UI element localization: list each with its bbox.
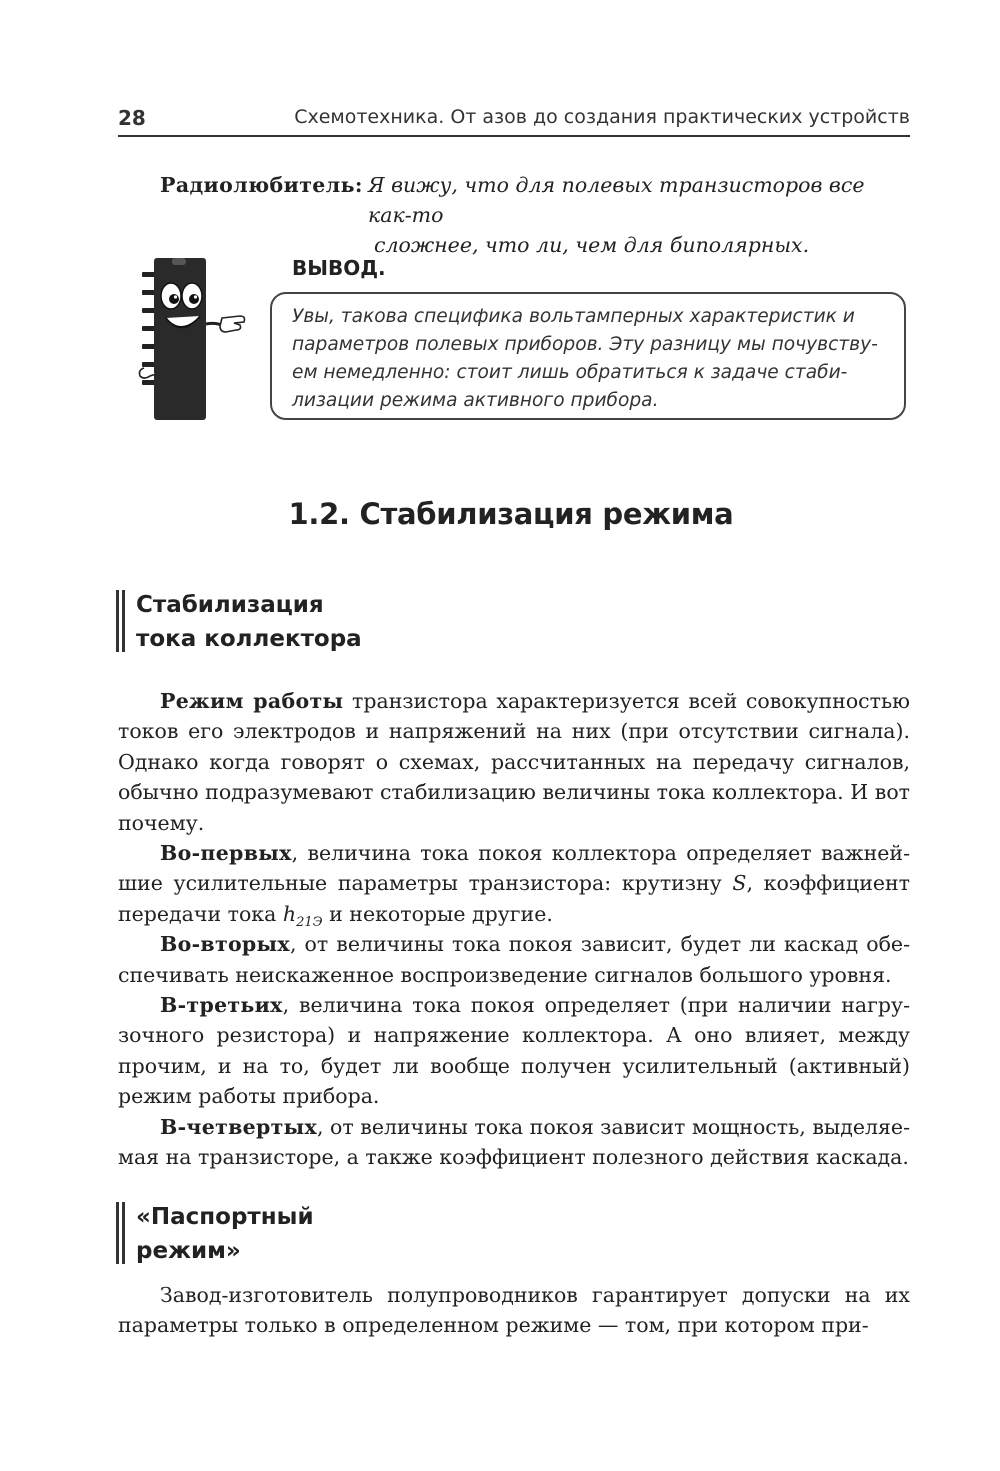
conclusion-line: ем немедленно: стоит лишь обратиться к задаче стаби- [292,362,848,383]
chip-mascot-icon [136,252,256,422]
paragraph-text: и некоторые другие. [322,901,553,926]
paragraph-text: , от величины тока покоя зависит мощность, выделяемая на транзисторе, а также коэффициент полезного действия каскада. [118,1114,910,1170]
header-rule [118,135,910,137]
paragraph-lead: В-четвертых [160,1114,317,1139]
heading-bars [116,1202,125,1264]
paragraph-text: , коэффициент передачи тока [118,871,910,926]
conclusion-line: лизации режима активного прибора. [292,390,659,411]
heading-bars [116,590,125,652]
body-text [118,1280,910,1341]
paragraph [118,929,910,990]
subsection-title-line: «Паспортный [136,1204,314,1230]
subsection-title [136,1200,314,1268]
running-header [118,104,910,134]
subsection-title-line: Стабилизация [136,592,324,618]
paragraph-text: транзистора характеризуется всей совокупностью токов его электродов и напряжений на них (при отсутствии сигнала). Однако когда говорят о схемах, рассчитанных на передачу сигналов, обычно подразумевают стабилизацию величины тока коллектора. И вот почему. [118,689,911,835]
paragraph-text: , от величины тока покоя зависит, будет ли каскад обеспечивать неискаженное воспроизведение сигналов большого уровня. [118,932,910,987]
paragraph [118,838,910,929]
paragraph-lead: Во-первых [160,841,292,866]
dialogue-line: сложнее, что ли, чем для биполярных. [374,233,810,257]
section-title: 1.2. Стабилизация режима [288,497,734,531]
paragraph-text: , величина тока покоя определяет (при наличии нагрузочного резистора) и напряжение коллектора. А оно влияет, между прочим, и на то, будет ли вообще получен усилительный (активный) режим работы прибора. [118,993,910,1109]
running-title: Схемотехника. От азов до создания практических устройств [294,106,910,128]
paragraph [118,686,910,838]
dialogue-speaker: Радиолюбитель: [160,173,363,197]
paragraph-lead: В-третьих [160,993,283,1018]
paragraph: Завод-изготовитель полупроводников гарантирует допуски на их параметры только в определенном режиме — том, при котором при- [118,1283,910,1338]
conclusion-title: ВЫВОД. [292,256,386,280]
symbol-subscript: 21Э [296,914,323,930]
body-text [118,686,910,1173]
paragraph [118,1112,910,1173]
subsection-title-line: тока коллектора [136,626,362,652]
paragraph [118,990,910,1112]
conclusion-text [292,303,892,415]
paragraph-text: , величина тока покоя коллектора определяет важнейшие усилительные параметры транзистора: крутизну [118,841,910,896]
paragraph-lead: Режим работы [160,689,344,713]
subsection-title [136,588,362,656]
paragraph-lead: Во-вторых [160,932,290,957]
conclusion-line: Увы, такова специфика вольтамперных характеристик и [292,306,855,327]
conclusion-line: параметров полевых приборов. Эту разницу мы почувству- [292,334,878,355]
subsection-title-line: режим» [136,1238,241,1264]
symbol-s: S [732,871,747,896]
dialogue-speech [368,170,913,260]
symbol-h: h [282,901,297,926]
dialogue-line: Я вижу, что для полевых транзисторов все как-то [368,173,865,227]
page-number: 28 [118,106,146,130]
